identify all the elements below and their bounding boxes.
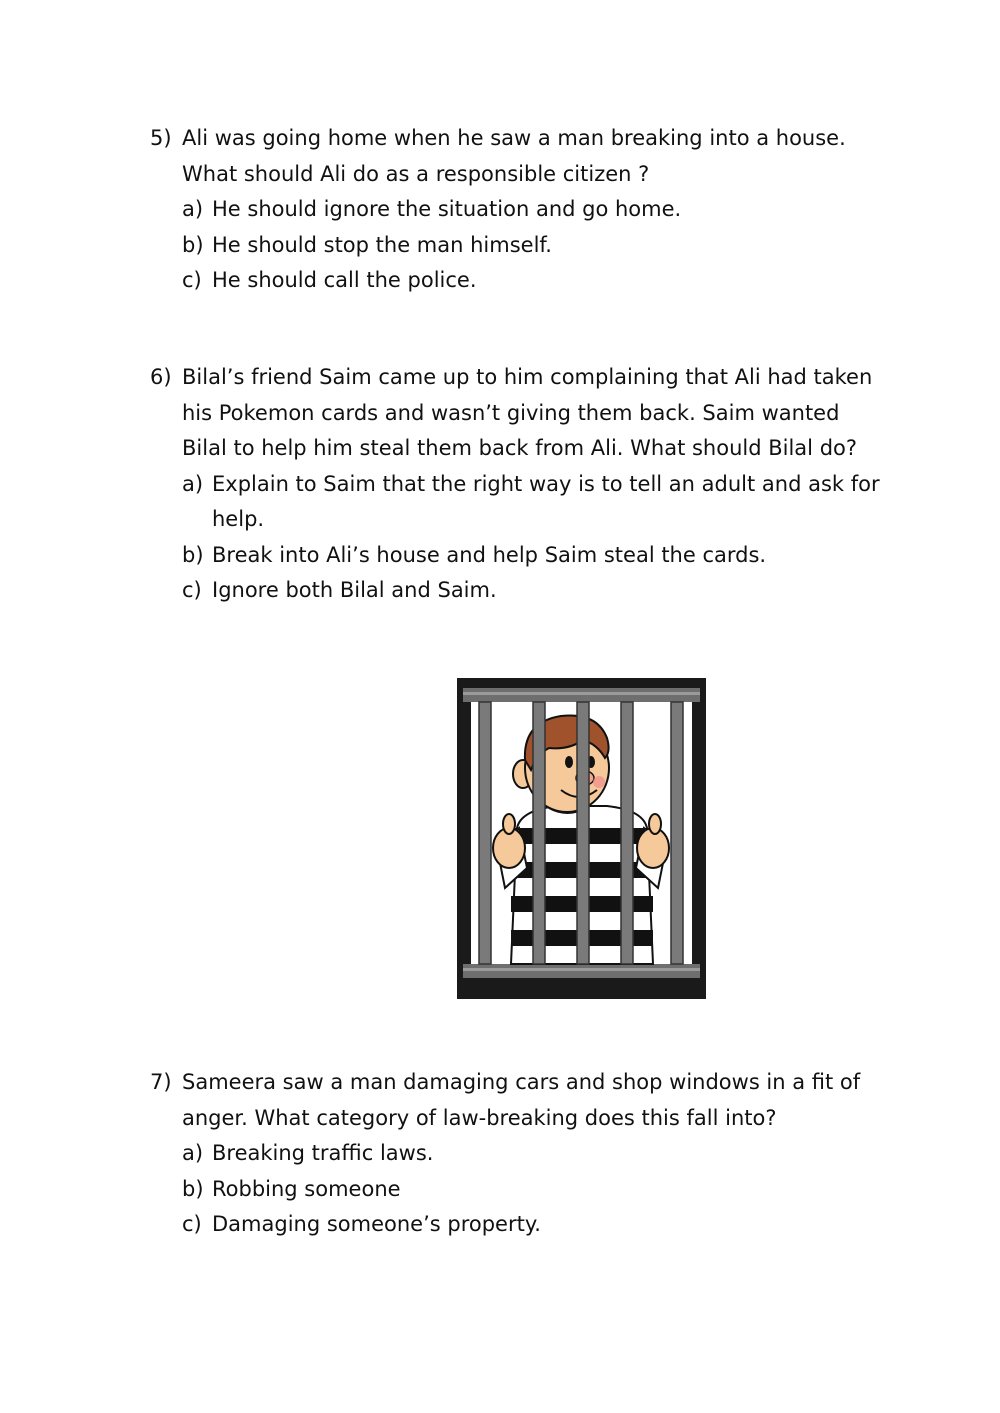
question-stem — [150, 121, 890, 192]
question-stem — [150, 1065, 890, 1136]
option-letter: a) — [182, 471, 204, 496]
option-letter: c) — [182, 578, 202, 602]
answer-option-b — [182, 228, 890, 264]
question-number: 5) — [150, 126, 172, 150]
option-text: Ignore both Bilal and Saim. — [212, 578, 497, 602]
answer-option-a — [182, 1136, 890, 1172]
question-5 — [150, 121, 890, 299]
option-text: Breaking traffic laws. — [212, 1141, 434, 1165]
question-7 — [150, 1065, 890, 1243]
option-letter: a) — [182, 1141, 204, 1165]
prisoner-illustration — [457, 678, 706, 999]
question-number: 7) — [150, 1070, 172, 1094]
answer-option-c — [182, 263, 890, 299]
option-text: Damaging someone’s property. — [212, 1212, 541, 1236]
question-text: Ali was going home when he saw a man breaking into a house. What should Ali do as a responsible citizen ? — [182, 126, 846, 186]
answer-option-a — [182, 192, 890, 228]
question-text: Bilal’s friend Saim came up to him complaining that Ali had taken his Pokemon cards and wasn’t giving them back. Saim wanted Bilal to help him steal them back from Ali. What should Bilal do? — [182, 365, 873, 460]
option-text: He should call the police. — [212, 268, 477, 292]
option-letter: b) — [182, 542, 204, 567]
option-letter: c) — [182, 268, 202, 292]
option-letter: a) — [182, 197, 204, 221]
question-number: 6) — [150, 365, 172, 389]
question-6 — [150, 360, 880, 609]
option-text: Explain to Saim that the right way is to tell an adult and ask for help. — [212, 471, 880, 531]
answer-option-c — [182, 573, 880, 609]
option-letter: b) — [182, 232, 204, 257]
option-letter: c) — [182, 1212, 202, 1236]
option-text: He should ignore the situation and go home. — [212, 197, 682, 221]
answer-option-a — [182, 467, 880, 538]
option-text: He should stop the man himself. — [212, 232, 552, 257]
answer-options — [150, 1136, 890, 1243]
option-letter: b) — [182, 1176, 204, 1201]
prisoner-behind-bars-icon — [457, 678, 706, 999]
option-text: Robbing someone — [212, 1176, 401, 1201]
answer-option-b — [182, 1172, 890, 1208]
question-stem — [150, 360, 880, 467]
answer-options — [150, 467, 880, 609]
question-text: Sameera saw a man damaging cars and shop windows in a fit of anger. What category of law-breaking does this fall into? — [182, 1070, 861, 1130]
answer-options — [150, 192, 890, 299]
option-text: Break into Ali’s house and help Saim steal the cards. — [212, 542, 767, 567]
answer-option-c — [182, 1207, 890, 1243]
answer-option-b — [182, 538, 880, 574]
